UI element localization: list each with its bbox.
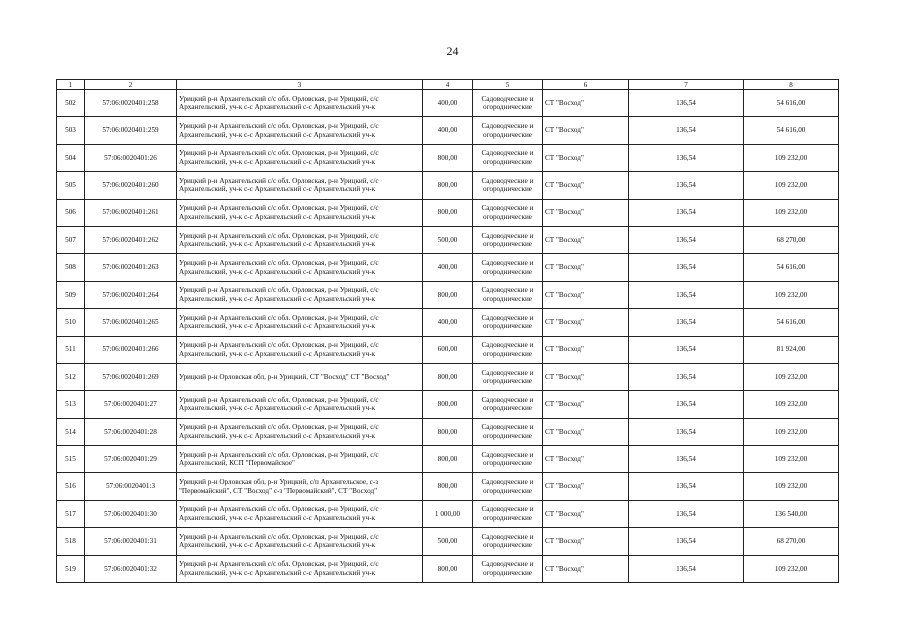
cadastral-number-cell: 57:06:0020401:28 [85,418,177,445]
table-row [57,254,839,281]
table-row [57,391,839,418]
row-number-cell: 506 [57,199,85,226]
land-registry-table [56,79,839,583]
cadastral-value-cell: 68 270,00 [744,528,839,555]
area-cell: 800,00 [423,473,473,500]
rate-cell: 136,54 [629,226,744,253]
cadastral-value-cell: 68 270,00 [744,226,839,253]
header-row [57,80,839,90]
row-number-cell: 519 [57,555,85,582]
rate-cell: 136,54 [629,500,744,527]
land-use-cell: Садоводческие и огороднические [473,226,543,253]
area-cell: 400,00 [423,90,473,117]
table-row [57,281,839,308]
cadastral-number-cell: 57:06:0020401:263 [85,254,177,281]
area-cell: 500,00 [423,528,473,555]
address-cell: Урицкий р-н Архангельский с/с обл. Орловская, р-н Урицкий, с/с Архангельский, уч-к с-с Архангельский с-с Архангельский уч-к [177,117,423,144]
owner-cell: СТ "Восход" [543,363,629,390]
owner-cell: СТ "Восход" [543,336,629,363]
land-use-cell: Садоводческие и огороднические [473,363,543,390]
land-use-cell: Садоводческие и огороднические [473,281,543,308]
rate-cell: 136,54 [629,199,744,226]
table-row [57,500,839,527]
area-cell: 800,00 [423,391,473,418]
table-row [57,418,839,445]
rate-cell: 136,54 [629,391,744,418]
owner-cell: СТ "Восход" [543,473,629,500]
rate-cell: 136,54 [629,90,744,117]
row-number-cell: 518 [57,528,85,555]
table-row [57,555,839,582]
cadastral-number-cell: 57:06:0020401:31 [85,528,177,555]
land-use-cell: Садоводческие и огороднические [473,555,543,582]
row-number-cell: 511 [57,336,85,363]
address-cell: Урицкий р-н Архангельский с/с обл. Орловская, р-н Урицкий, с/с Архангельский, уч-к с-с Архангельский с-с Архангельский уч-к [177,555,423,582]
row-number-cell: 516 [57,473,85,500]
address-cell: Урицкий р-н Архангельский с/с обл. Орловская, р-н Урицкий, с/с Архангельский, уч-к с-с Архангельский с-с Архангельский уч-к [177,172,423,199]
column-header: 2 [85,80,177,90]
address-cell: Урицкий р-н Орловская обл, р-н Урицкий, СТ "Восход" СТ "Восход" [177,363,423,390]
cadastral-value-cell: 109 232,00 [744,555,839,582]
row-number-cell: 515 [57,446,85,473]
rate-cell: 136,54 [629,363,744,390]
cadastral-number-cell: 57:06:0020401:258 [85,90,177,117]
rate-cell: 136,54 [629,281,744,308]
address-cell: Урицкий р-н Архангельский с/с обл. Орловская, р-н Урицкий, с/с Архангельский, уч-к с-с Архангельский с-с Архангельский уч-к [177,90,423,117]
owner-cell: СТ "Восход" [543,500,629,527]
cadastral-value-cell: 109 232,00 [744,446,839,473]
table-row [57,199,839,226]
row-number-cell: 503 [57,117,85,144]
address-cell: Урицкий р-н Архангельский с/с обл. Орловская, р-н Урицкий, с/с Архангельский, уч-к с-с Архангельский с-с Архангельский уч-к [177,309,423,336]
rate-cell: 136,54 [629,418,744,445]
cadastral-number-cell: 57:06:0020401:269 [85,363,177,390]
cadastral-number-cell: 57:06:0020401:29 [85,446,177,473]
rate-cell: 136,54 [629,446,744,473]
rate-cell: 136,54 [629,172,744,199]
address-cell: Урицкий р-н Архангельский с/с обл. Орловская, р-н Урицкий, с/с Архангельский, уч-к с-с Архангельский с-с Архангельский уч-к [177,500,423,527]
cadastral-value-cell: 54 616,00 [744,254,839,281]
area-cell: 800,00 [423,363,473,390]
rate-cell: 136,54 [629,254,744,281]
owner-cell: СТ "Восход" [543,555,629,582]
land-use-cell: Садоводческие и огороднические [473,336,543,363]
owner-cell: СТ "Восход" [543,226,629,253]
cadastral-value-cell: 136 540,00 [744,500,839,527]
owner-cell: СТ "Восход" [543,418,629,445]
land-use-cell: Садоводческие и огороднические [473,117,543,144]
land-use-cell: Садоводческие и огороднические [473,144,543,171]
area-cell: 800,00 [423,446,473,473]
cadastral-number-cell: 57:06:0020401:260 [85,172,177,199]
table-row [57,473,839,500]
address-cell: Урицкий р-н Архангельский с/с обл. Орловская, р-н Урицкий, с/с Архангельский, уч-к с-с Архангельский с-с Архангельский уч-к [177,254,423,281]
cadastral-number-cell: 57:06:0020401:265 [85,309,177,336]
land-use-cell: Садоводческие и огороднические [473,90,543,117]
rate-cell: 136,54 [629,528,744,555]
address-cell: Урицкий р-н Архангельский с/с обл. Орловская, р-н Урицкий, с/с Архангельский, уч-к с-с Архангельский с-с Архангельский уч-к [177,391,423,418]
cadastral-value-cell: 81 924,00 [744,336,839,363]
area-cell: 800,00 [423,281,473,308]
land-use-cell: Садоводческие и огороднические [473,254,543,281]
cadastral-number-cell: 57:06:0020401:261 [85,199,177,226]
area-cell: 800,00 [423,418,473,445]
land-use-cell: Садоводческие и огороднические [473,309,543,336]
table-row [57,363,839,390]
area-cell: 400,00 [423,117,473,144]
row-number-cell: 517 [57,500,85,527]
row-number-cell: 504 [57,144,85,171]
table-row [57,528,839,555]
rate-cell: 136,54 [629,117,744,144]
land-use-cell: Садоводческие и огороднические [473,528,543,555]
cadastral-number-cell: 57:06:0020401:27 [85,391,177,418]
address-cell: Урицкий р-н Архангельский с/с обл. Орловская, р-н Урицкий, с/с Архангельский, уч-к с-с Архангельский с-с Архангельский уч-к [177,144,423,171]
table-body [57,80,839,583]
rate-cell: 136,54 [629,144,744,171]
cadastral-number-cell: 57:06:0020401:30 [85,500,177,527]
land-use-cell: Садоводческие и огороднические [473,446,543,473]
cadastral-value-cell: 109 232,00 [744,363,839,390]
cadastral-value-cell: 109 232,00 [744,281,839,308]
row-number-cell: 505 [57,172,85,199]
address-cell: Урицкий р-н Архангельский с/с обл. Орловская, р-н Урицкий, с/с Архангельский, уч-к с-с Архангельский с-с Архангельский уч-к [177,528,423,555]
land-use-cell: Садоводческие и огороднические [473,199,543,226]
address-cell: Урицкий р-н Архангельский с/с обл. Орловская, р-н Урицкий, с/с Архангельский, уч-к с-с Архангельский с-с Архангельский уч-к [177,336,423,363]
cadastral-number-cell: 57:06:0020401:259 [85,117,177,144]
land-use-cell: Садоводческие и огороднические [473,172,543,199]
column-header: 1 [57,80,85,90]
owner-cell: СТ "Восход" [543,90,629,117]
cadastral-value-cell: 109 232,00 [744,418,839,445]
row-number-cell: 509 [57,281,85,308]
rate-cell: 136,54 [629,473,744,500]
rate-cell: 136,54 [629,336,744,363]
cadastral-value-cell: 109 232,00 [744,144,839,171]
column-header: 8 [744,80,839,90]
table-row [57,172,839,199]
column-header: 6 [543,80,629,90]
row-number-cell: 513 [57,391,85,418]
row-number-cell: 512 [57,363,85,390]
cadastral-number-cell: 57:06:0020401:262 [85,226,177,253]
area-cell: 800,00 [423,199,473,226]
cadastral-value-cell: 54 616,00 [744,117,839,144]
land-use-cell: Садоводческие и огороднические [473,473,543,500]
cadastral-number-cell: 57:06:0020401:32 [85,555,177,582]
cadastral-value-cell: 109 232,00 [744,172,839,199]
table-row [57,446,839,473]
address-cell: Урицкий р-н Орловская обл, р-н Урицкий, с/п Архангельское, с-з "Первомайский", СТ "Восход" с-з "Первомайский", СТ "Восход" [177,473,423,500]
owner-cell: СТ "Восход" [543,309,629,336]
area-cell: 400,00 [423,309,473,336]
owner-cell: СТ "Восход" [543,391,629,418]
table-row [57,90,839,117]
address-cell: Урицкий р-н Архангельский с/с обл. Орловская, р-н Урицкий, с/с Архангельский, уч-к с-с Архангельский с-с Архангельский уч-к [177,281,423,308]
row-number-cell: 507 [57,226,85,253]
area-cell: 800,00 [423,555,473,582]
column-header: 5 [473,80,543,90]
owner-cell: СТ "Восход" [543,254,629,281]
row-number-cell: 508 [57,254,85,281]
rate-cell: 136,54 [629,309,744,336]
cadastral-value-cell: 109 232,00 [744,473,839,500]
owner-cell: СТ "Восход" [543,117,629,144]
row-number-cell: 514 [57,418,85,445]
cadastral-number-cell: 57:06:0020401:266 [85,336,177,363]
owner-cell: СТ "Восход" [543,144,629,171]
area-cell: 800,00 [423,172,473,199]
column-header: 4 [423,80,473,90]
address-cell: Урицкий р-н Архангельский с/с обл. Орловская, р-н Урицкий, с/с Архангельский, уч-к с-с Архангельский с-с Архангельский уч-к [177,199,423,226]
area-cell: 600,00 [423,336,473,363]
rate-cell: 136,54 [629,555,744,582]
address-cell: Урицкий р-н Архангельский с/с обл. Орловская, р-н Урицкий, с/с Архангельский, уч-к с-с Архангельский с-с Архангельский уч-к [177,418,423,445]
cadastral-number-cell: 57:06:0020401:264 [85,281,177,308]
cadastral-value-cell: 54 616,00 [744,309,839,336]
area-cell: 800,00 [423,144,473,171]
address-cell: Урицкий р-н Архангельский с/с обл. Орловская, р-н Урицкий, с/с Архангельский, уч-к с-с Архангельский с-с Архангельский уч-к [177,226,423,253]
area-cell: 500,00 [423,226,473,253]
cadastral-value-cell: 54 616,00 [744,90,839,117]
area-cell: 400,00 [423,254,473,281]
table-row [57,117,839,144]
table-row [57,226,839,253]
land-use-cell: Садоводческие и огороднические [473,391,543,418]
land-use-cell: Садоводческие и огороднические [473,500,543,527]
owner-cell: СТ "Восход" [543,446,629,473]
column-header: 7 [629,80,744,90]
table-row [57,336,839,363]
address-cell: Урицкий р-н Архангельский с/с обл. Орловская, р-н Урицкий, с/с Архангельский, КСП "Первомайское" [177,446,423,473]
cadastral-value-cell: 109 232,00 [744,199,839,226]
table-row [57,309,839,336]
row-number-cell: 502 [57,90,85,117]
cadastral-number-cell: 57:06:0020401:3 [85,473,177,500]
page-number: 24 [446,44,459,58]
row-number-cell: 510 [57,309,85,336]
cadastral-number-cell: 57:06:0020401:26 [85,144,177,171]
table-row [57,144,839,171]
owner-cell: СТ "Восход" [543,199,629,226]
owner-cell: СТ "Восход" [543,528,629,555]
cadastral-value-cell: 109 232,00 [744,391,839,418]
owner-cell: СТ "Восход" [543,172,629,199]
column-header: 3 [177,80,423,90]
land-use-cell: Садоводческие и огороднические [473,418,543,445]
owner-cell: СТ "Восход" [543,281,629,308]
area-cell: 1 000,00 [423,500,473,527]
